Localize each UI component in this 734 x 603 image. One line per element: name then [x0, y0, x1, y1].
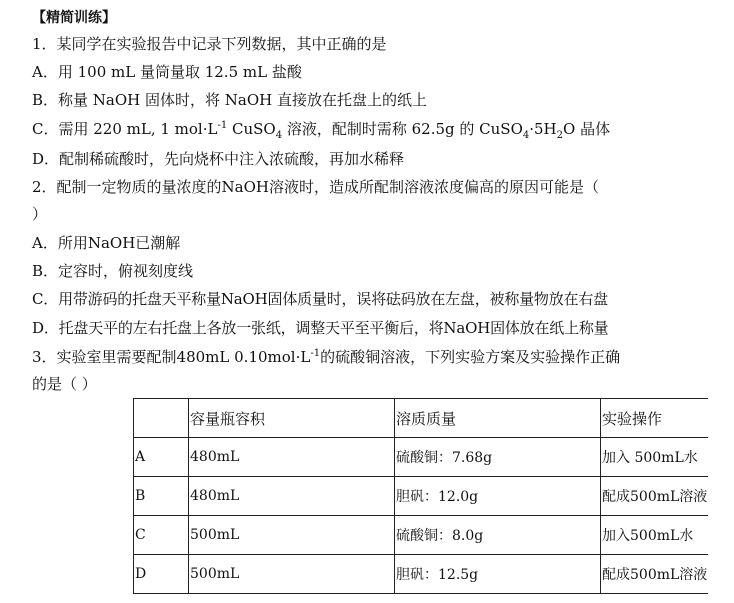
- table-cell: 胆矾：12.5g: [395, 555, 601, 594]
- table-row: [134, 555, 709, 594]
- q2-stem-end: ）: [32, 205, 48, 223]
- q2-option-d: D．托盘天平的左右托盘上各放一张纸，调整天平至平衡后，将NaOH固体放在纸上称量: [32, 319, 609, 337]
- table-cell: A: [134, 438, 189, 477]
- q3-stem-end: 的是（ ）: [32, 375, 97, 393]
- q2-option-b: B．定容时，俯视刻度线: [32, 262, 194, 280]
- q1-c-text-1: C．需用 220 mL, 1 mol·L: [32, 120, 218, 138]
- q1-c-subscript-1: 4: [275, 130, 283, 141]
- q3-options-table: [133, 398, 708, 594]
- table-row: [134, 516, 709, 555]
- q3-stem-text-2: 的硫酸铜溶液，下列实验方案及实验操作正确: [320, 348, 621, 366]
- q3-stem-text-1: 3．实验室里需要配制480mL 0.10mol·L: [32, 348, 311, 366]
- q1-c-text-2: CuSO: [227, 120, 276, 138]
- table-cell: 500mL: [189, 516, 395, 555]
- table-header-cell: 实验操作: [601, 399, 709, 438]
- table-cell: D: [134, 555, 189, 594]
- section-heading: 【精简训练】: [32, 10, 116, 26]
- table-cell: C: [134, 516, 189, 555]
- table-header-cell: 溶质质量: [395, 399, 601, 438]
- table-cell: 配成500mL溶液: [601, 555, 709, 594]
- table-cell: 480mL: [189, 477, 395, 516]
- table-cell: B: [134, 477, 189, 516]
- table-header-cell: [134, 399, 189, 438]
- q3-stem-superscript: -1: [310, 348, 321, 359]
- table-cell: 480mL: [189, 438, 395, 477]
- q1-c-subscript-2: 4: [522, 130, 530, 141]
- table-row: [134, 477, 709, 516]
- q1-stem: 1．某同学在实验报告中记录下列数据，其中正确的是: [32, 35, 387, 53]
- q1-c-subscript-3: 2: [556, 130, 564, 141]
- table-cell: 硫酸铜：7.68g: [395, 438, 601, 477]
- table-cell: 加入 500mL水: [601, 438, 709, 477]
- q1-c-text-5: O 晶体: [563, 120, 611, 138]
- table-cell: 胆矾：12.0g: [395, 477, 601, 516]
- table-cell: 加入500mL水: [601, 516, 709, 555]
- q1-option-b: B．称量 NaOH 固体时，将 NaOH 直接放在托盘上的纸上: [32, 91, 427, 109]
- q1-c-text-3: 溶液，配制时需称 62.5g 的 CuSO: [282, 120, 523, 138]
- table-cell: 硫酸铜：8.0g: [395, 516, 601, 555]
- table-cell: 配成500mL溶液: [601, 477, 709, 516]
- table-header-cell: 容量瓶容积: [189, 399, 395, 438]
- q2-option-a: A．所用NaOH已潮解: [32, 234, 181, 252]
- q2-stem: 2．配制一定物质的量浓度的NaOH溶液时，造成所配制溶液浓度偏高的原因可能是（: [32, 178, 599, 196]
- table-cell: 500mL: [189, 555, 395, 594]
- q1-option-d: D．配制稀硫酸时，先向烧杯中注入浓硫酸，再加水稀释: [32, 150, 405, 168]
- q1-c-text-4: ·5H: [529, 120, 557, 138]
- table-row: [134, 438, 709, 477]
- q2-option-c: C．用带游码的托盘天平称量NaOH固体质量时，误将砝码放在左盘，被称量物放在右盘: [32, 290, 608, 308]
- q1-c-superscript: -1: [217, 120, 228, 131]
- table-header-row: [134, 399, 709, 438]
- q1-option-a: A．用 100 mL 量筒量取 12.5 mL 盐酸: [32, 63, 302, 81]
